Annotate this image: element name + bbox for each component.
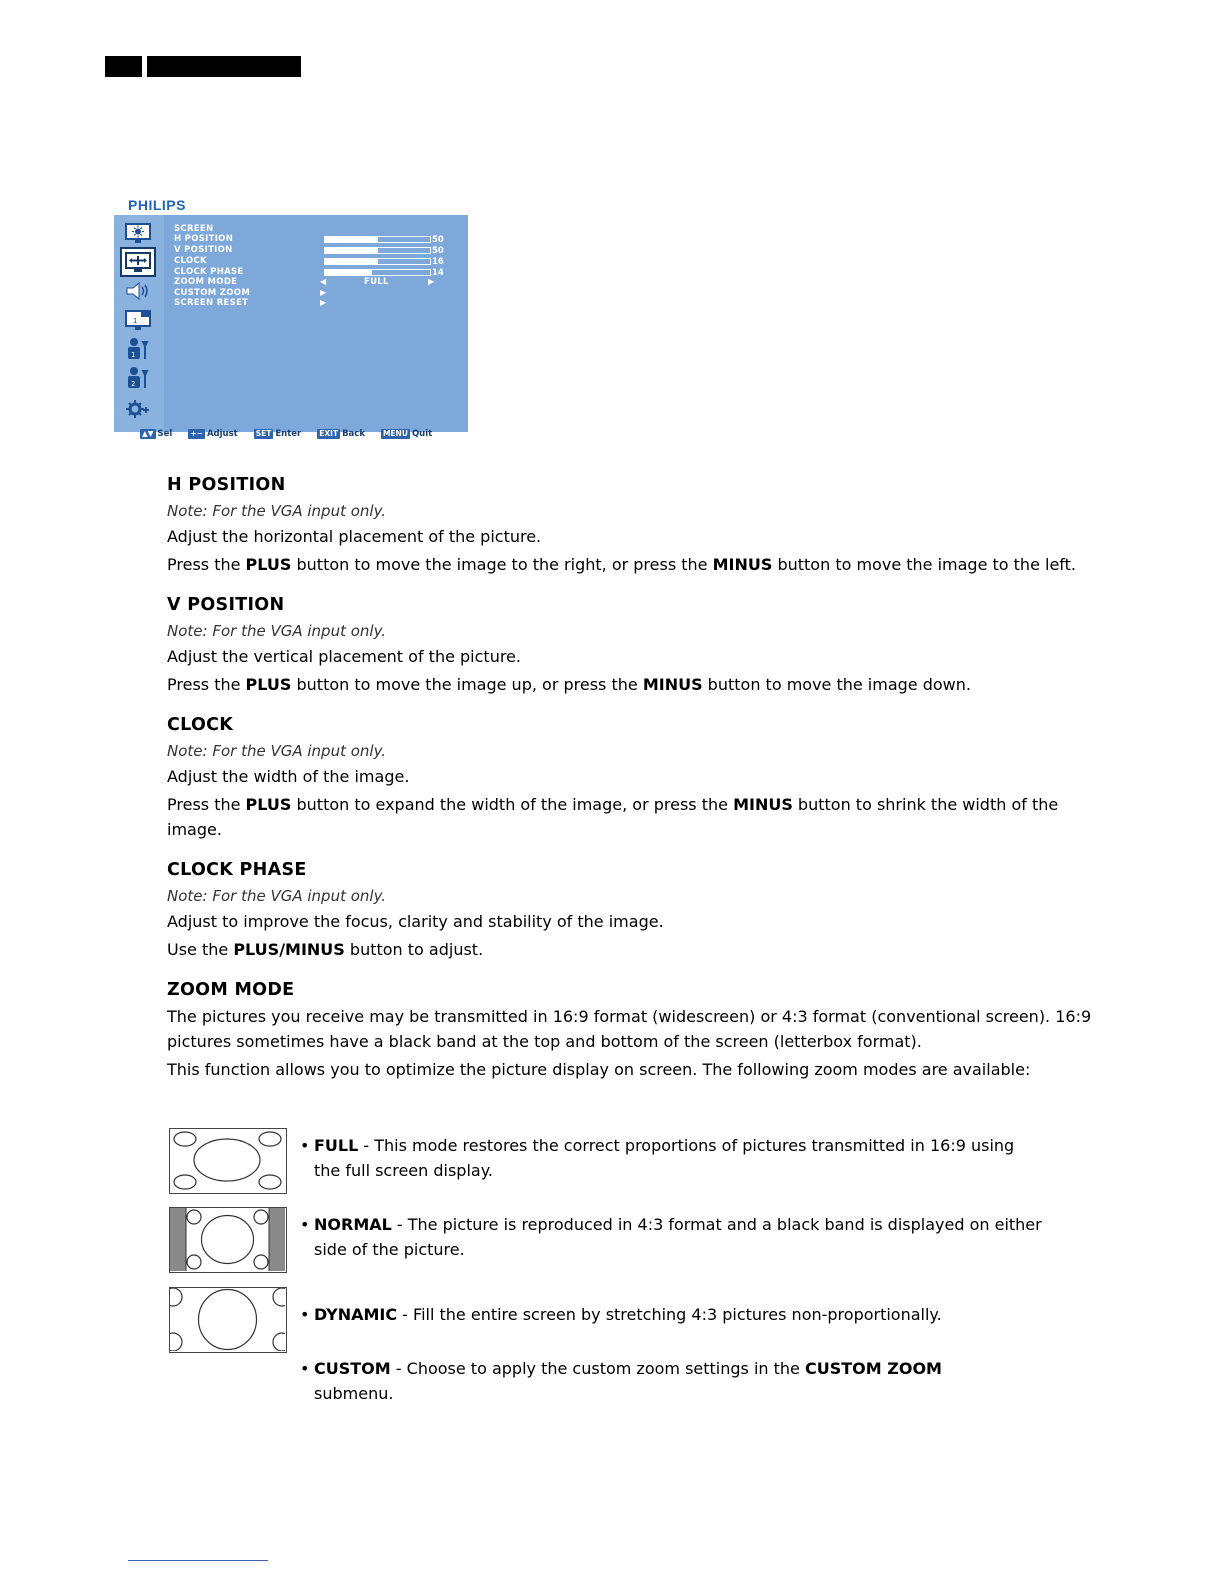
screen-icon[interactable] — [122, 249, 154, 275]
bullet: • — [300, 1215, 310, 1234]
mode-description: - The picture is reproduced in 4:3 format and a black band is displayed on either — [391, 1215, 1042, 1234]
section-heading: V POSITION — [167, 595, 285, 615]
set-key-icon: SET — [255, 429, 272, 438]
text-run: button to move the image down. — [702, 675, 971, 694]
section-instruction — [167, 937, 1102, 962]
slider-fill — [325, 248, 378, 253]
section-instruction — [167, 792, 1102, 842]
mode-description-cont: side of the picture. — [314, 1240, 465, 1259]
section-heading: H POSITION — [167, 475, 286, 495]
footer-rule — [128, 1560, 268, 1561]
text-run: button to shrink the width of the image. — [167, 795, 1059, 839]
menu-key-icon: MENU — [382, 429, 408, 438]
plus-term: PLUS — [245, 675, 292, 694]
footer-enter-label: Enter — [275, 429, 302, 439]
footer-quit — [381, 429, 432, 439]
footer-adjust — [188, 429, 237, 439]
plus-term: PLUS — [245, 795, 292, 814]
footer-quit-label: Quit — [411, 429, 433, 439]
h-position-slider[interactable] — [324, 236, 431, 243]
custom-zoom-term: CUSTOM ZOOM — [804, 1359, 942, 1378]
clock-slider[interactable] — [324, 258, 431, 265]
manual-content — [167, 472, 1102, 1097]
text-run: Press the — [167, 675, 246, 694]
full-mode-text — [300, 1133, 1100, 1183]
clock-phase-value: 14 — [432, 268, 444, 278]
mode-description: - Choose to apply the custom zoom settings in the — [390, 1359, 805, 1378]
section-h-position — [167, 472, 1102, 577]
svg-text:2: 2 — [131, 380, 136, 388]
osd-item-h-position[interactable]: H POSITION — [174, 234, 234, 244]
osd-item-screen-reset[interactable]: SCREEN RESET — [174, 298, 249, 308]
section-heading: CLOCK — [167, 715, 234, 735]
header-block-chapter — [147, 56, 301, 77]
clock-phase-slider[interactable] — [324, 269, 431, 276]
pip-icon[interactable] — [122, 307, 154, 333]
svg-text:1: 1 — [131, 351, 136, 359]
osd-item-zoom-mode[interactable]: ZOOM MODE — [174, 277, 238, 287]
slider-fill — [325, 259, 378, 264]
section-description: Adjust the horizontal placement of the picture. — [167, 527, 542, 546]
dynamic-mode-diagram-icon — [169, 1287, 287, 1353]
full-mode-diagram-icon — [169, 1128, 287, 1194]
v-position-value: 50 — [432, 246, 444, 256]
mode-description-cont: the full screen display. — [314, 1161, 493, 1180]
section-description: Adjust the width of the image. — [167, 767, 410, 786]
footer-back — [317, 429, 365, 439]
slider-fill — [325, 270, 372, 275]
bullet: • — [300, 1136, 310, 1155]
adjust-key-icon: +− — [190, 429, 203, 438]
text-run: Use the — [167, 940, 234, 959]
bullet: • — [300, 1305, 310, 1324]
footer-sel-label: Sel — [157, 429, 173, 439]
osd-item-custom-zoom[interactable]: CUSTOM ZOOM — [174, 288, 251, 298]
text-run: button to move the image to the left. — [772, 555, 1076, 574]
config2-icon[interactable] — [122, 365, 154, 391]
normal-mode-diagram-icon — [169, 1207, 287, 1273]
minus-term: MINUS — [642, 675, 703, 694]
osd-item-clock[interactable]: CLOCK — [174, 256, 207, 266]
section-note: Note: For the VGA input only. — [167, 502, 387, 520]
clock-value: 16 — [432, 257, 444, 267]
text-run: Press the — [167, 555, 246, 574]
section-description: The pictures you receive may be transmitted in 16:9 format (widescreen) or 4:3 format (conventional screen). 16:9 pictures sometimes have a black band at the top and bottom of the screen (letterbox format). — [167, 1007, 1092, 1051]
picture-icon[interactable] — [122, 220, 154, 246]
section-description: Adjust to improve the focus, clarity and stability of the image. — [167, 912, 664, 931]
section-clock-phase — [167, 857, 1102, 962]
section-heading: ZOOM MODE — [167, 980, 295, 1000]
text-run: button to expand the width of the image, or press the — [291, 795, 734, 814]
sel-key-icon: ▲▼ — [142, 429, 154, 438]
minus-term: MINUS — [712, 555, 773, 574]
section-note: Note: For the VGA input only. — [167, 887, 387, 905]
footer-sel — [140, 429, 172, 439]
text-run: button to move the image up, or press the — [291, 675, 643, 694]
footer-adjust-label: Adjust — [206, 429, 238, 439]
zoom-left-arrow-icon[interactable]: ◀ — [320, 277, 327, 286]
philips-logo: PHILIPS — [128, 197, 186, 213]
advanced-icon[interactable] — [122, 396, 154, 422]
section-clock — [167, 712, 1102, 842]
osd-item-v-position[interactable]: V POSITION — [174, 245, 233, 255]
config1-icon[interactable] — [122, 336, 154, 362]
dynamic-mode-text — [300, 1302, 1100, 1327]
text-run: Press the — [167, 795, 246, 814]
footer-back-label: Back — [342, 429, 365, 439]
osd-item-clock-phase[interactable]: CLOCK PHASE — [174, 267, 244, 277]
section-description: This function allows you to optimize the picture display on screen. The following zoom modes are available: — [167, 1060, 1031, 1079]
mode-name: NORMAL — [314, 1215, 392, 1234]
osd-menu — [114, 215, 468, 432]
custom-mode-text — [300, 1356, 1100, 1406]
svg-text:1: 1 — [133, 317, 138, 325]
exit-key-icon: EXIT — [319, 429, 339, 438]
mode-name: CUSTOM — [314, 1359, 391, 1378]
header-block-page-number — [105, 56, 142, 77]
zoom-mode-value: FULL — [364, 277, 389, 287]
mode-name: FULL — [314, 1136, 359, 1155]
mode-description: - This mode restores the correct proportions of pictures transmitted in 16:9 using — [358, 1136, 1015, 1155]
mode-description: - Fill the entire screen by stretching 4:3 pictures non-proportionally. — [397, 1305, 942, 1324]
screen-reset-arrow-icon[interactable]: ▶ — [320, 298, 327, 307]
zoom-right-arrow-icon[interactable]: ▶ — [428, 277, 435, 286]
section-v-position — [167, 592, 1102, 697]
osd-sidebar — [114, 215, 164, 432]
mode-description-cont: submenu. — [314, 1384, 394, 1403]
section-instruction — [167, 552, 1102, 577]
slider-fill — [325, 237, 378, 242]
text-run: button to move the image to the right, or press the — [291, 555, 713, 574]
custom-zoom-arrow-icon[interactable]: ▶ — [320, 288, 327, 297]
bullet: • — [300, 1359, 310, 1378]
normal-mode-text — [300, 1212, 1100, 1262]
section-instruction — [167, 672, 1102, 697]
osd-title: SCREEN — [174, 224, 214, 234]
section-description: Adjust the vertical placement of the picture. — [167, 647, 521, 666]
footer-enter — [254, 429, 302, 439]
section-zoom-mode — [167, 977, 1102, 1082]
mode-name: DYNAMIC — [314, 1305, 398, 1324]
minus-term: MINUS — [733, 795, 793, 814]
section-note: Note: For the VGA input only. — [167, 742, 387, 760]
h-position-value: 50 — [432, 235, 444, 245]
audio-icon[interactable] — [122, 278, 154, 304]
plus-term: PLUS — [245, 555, 292, 574]
text-run: button to adjust. — [344, 940, 484, 959]
section-note: Note: For the VGA input only. — [167, 622, 387, 640]
osd-footer — [140, 429, 444, 439]
osd-content — [164, 215, 468, 432]
v-position-slider[interactable] — [324, 247, 431, 254]
section-heading: CLOCK PHASE — [167, 860, 307, 880]
plus-minus-term: PLUS/MINUS — [233, 940, 345, 959]
